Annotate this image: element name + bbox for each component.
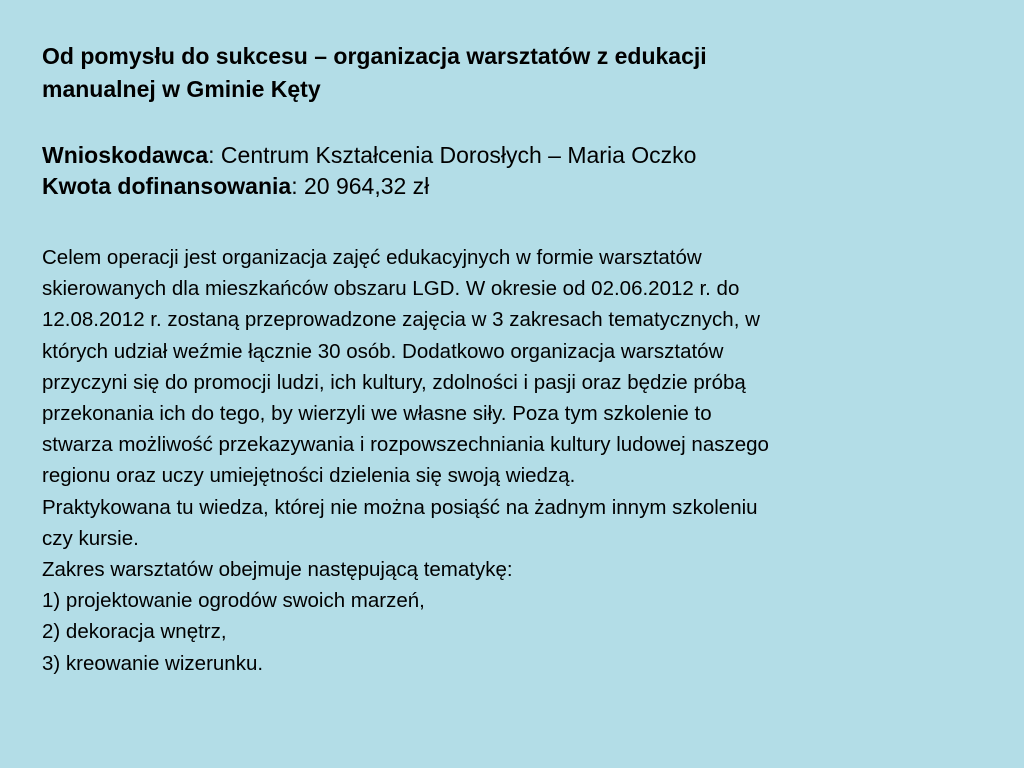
project-meta [42, 140, 982, 202]
applicant-value: Centrum Kształcenia Dorosłych – Maria Oczko [214, 142, 697, 168]
practice-line: Praktykowana tu wiedza, której nie można posiąść na żadnym innym szkoleniu [42, 495, 758, 519]
practice-line: czy kursie. [42, 526, 139, 550]
title-line-1: Od pomysłu do sukcesu – organizacja warsztatów z edukacji [42, 43, 707, 69]
slide-title [42, 40, 922, 106]
description-line: 12.08.2012 r. zostaną przeprowadzone zajęcia w 3 zakresach tematycznych, w [42, 308, 760, 332]
description-line: skierowanych dla mieszkańców obszaru LGD. W okresie od 02.06.2012 r. do [42, 277, 740, 301]
description-line: regionu oraz uczy umiejętności dzielenia się swoją wiedzą. [42, 464, 576, 488]
description-line: stwarza możliwość przekazywania i rozpowszechniania kultury ludowej naszego [42, 433, 769, 457]
scope-intro-text: Zakres warsztatów obejmuje następującą tematykę: [42, 558, 513, 582]
topic-item: 1) projektowanie ogrodów swoich marzeń, [42, 589, 425, 613]
description-line: przyczyni się do promocji ludzi, ich kultury, zdolności i pasji oraz będzie próbą [42, 370, 746, 394]
description-paragraph [42, 242, 992, 492]
topics-list [42, 585, 992, 679]
description-line: Celem operacji jest organizacja zajęć edukacyjnych w formie warsztatów [42, 246, 702, 269]
funding-label: Kwota dofinansowania [42, 173, 292, 199]
description-line: przekonania ich do tego, by wierzyli we własne siły. Poza tym szkolenie to [42, 402, 712, 426]
funding-row [42, 171, 982, 202]
topic-item: 3) kreowanie wizerunku. [42, 651, 264, 675]
description [42, 242, 992, 679]
topic-item: 2) dekoracja wnętrz, [42, 620, 227, 644]
applicant-label: Wnioskodawca [42, 142, 209, 168]
funding-separator: : [291, 173, 298, 199]
practice-paragraph [42, 492, 992, 554]
applicant-row [42, 140, 982, 171]
description-line: których udział weźmie łącznie 30 osób. Dodatkowo organizacja warsztatów [42, 339, 724, 363]
scope-intro [42, 554, 992, 585]
funding-value: 20 964,32 zł [297, 173, 430, 199]
title-line-2: manualnej w Gminie Kęty [42, 76, 321, 102]
applicant-separator: : [208, 142, 215, 168]
